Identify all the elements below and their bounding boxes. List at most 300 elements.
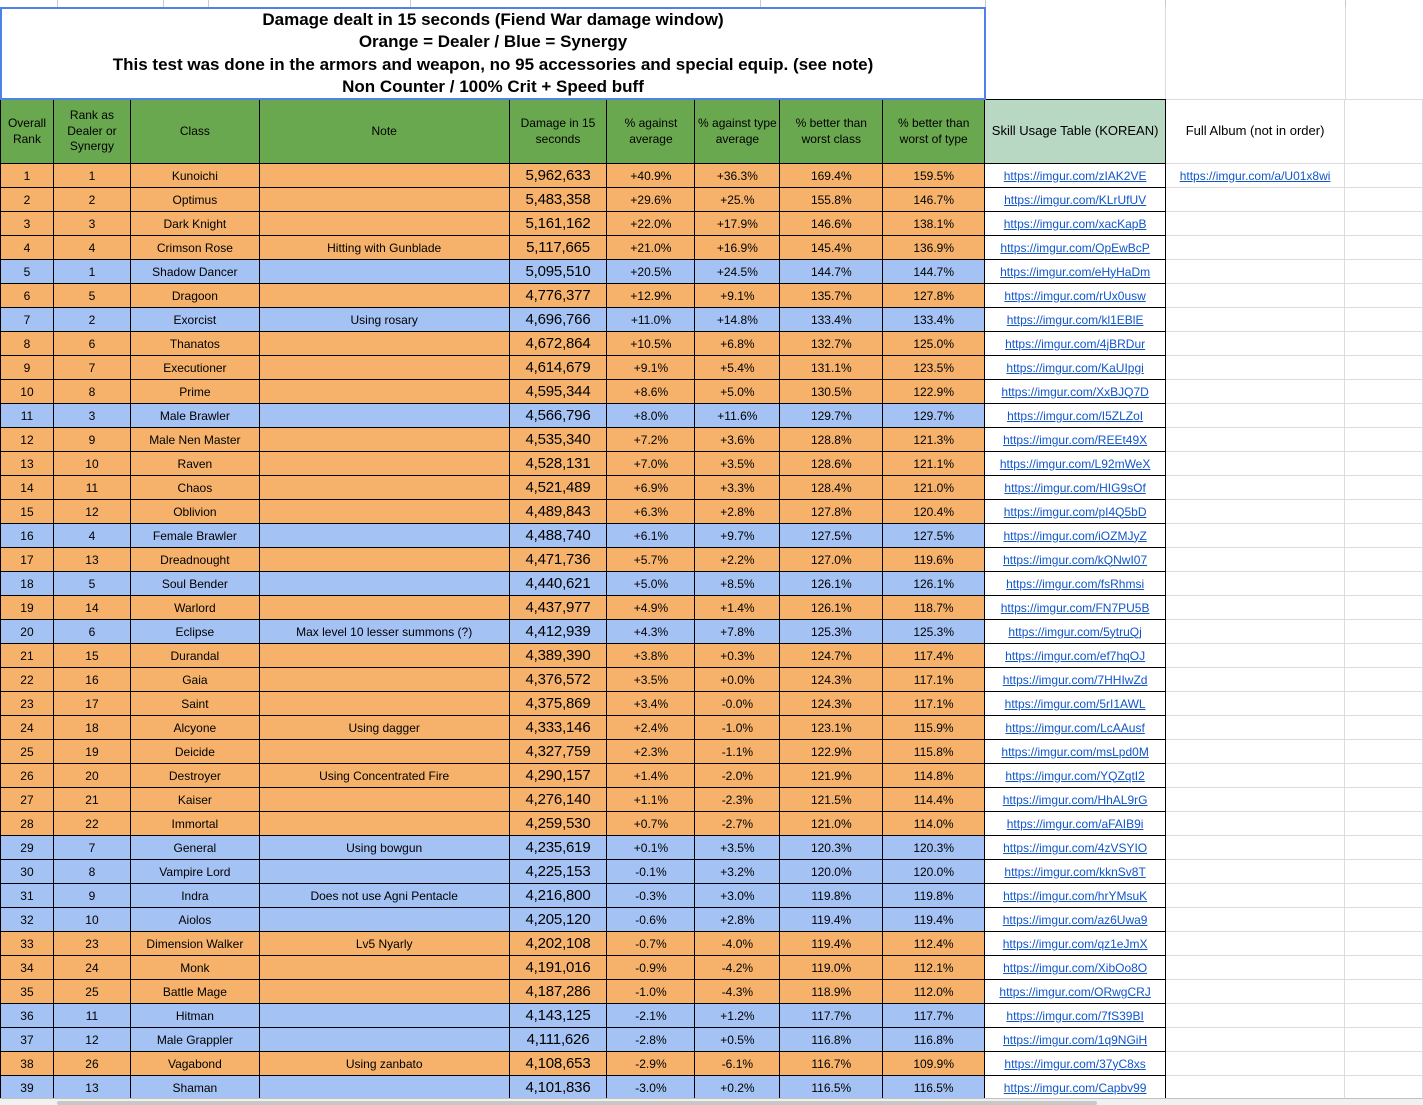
pct-vs-type-average-cell[interactable]: +3.5% — [695, 836, 780, 860]
class-cell[interactable]: Dreadnought — [130, 548, 259, 572]
damage-cell[interactable]: 4,276,140 — [509, 788, 607, 812]
pct-vs-type-average-cell[interactable]: +7.8% — [695, 620, 780, 644]
pct-better-worst-class-cell[interactable]: 124.3% — [780, 692, 883, 716]
note-cell[interactable] — [259, 980, 509, 1004]
note-cell[interactable] — [259, 284, 509, 308]
pct-better-worst-class-cell[interactable]: 121.9% — [780, 764, 883, 788]
class-cell[interactable]: General — [130, 836, 259, 860]
skill-usage-link[interactable]: https://imgur.com/I5ZLZoI — [1007, 408, 1144, 423]
overall-rank-cell[interactable]: 11 — [1, 404, 54, 428]
col-header-pct-better-worst-class[interactable]: % better than worst class — [780, 100, 883, 164]
type-rank-cell[interactable]: 15 — [53, 644, 130, 668]
class-cell[interactable]: Vampire Lord — [130, 860, 259, 884]
class-cell[interactable]: Oblivion — [130, 500, 259, 524]
pct-better-worst-class-cell[interactable]: 124.3% — [780, 668, 883, 692]
album-cell[interactable] — [1166, 884, 1345, 908]
empty-cell[interactable] — [1345, 452, 1423, 476]
pct-vs-type-average-cell[interactable]: +0.3% — [695, 644, 780, 668]
empty-cell[interactable] — [1345, 884, 1423, 908]
damage-cell[interactable]: 4,235,619 — [509, 836, 607, 860]
album-cell[interactable] — [1166, 1076, 1345, 1100]
pct-better-worst-type-cell[interactable]: 115.9% — [883, 716, 985, 740]
pct-better-worst-class-cell[interactable]: 135.7% — [780, 284, 883, 308]
pct-better-worst-type-cell[interactable]: 116.8% — [883, 1028, 985, 1052]
skill-usage-link[interactable]: https://imgur.com/KaUIpgi — [1006, 360, 1144, 375]
empty-cell[interactable] — [1345, 476, 1423, 500]
note-cell[interactable] — [259, 1076, 509, 1100]
pct-better-worst-class-cell[interactable]: 145.4% — [780, 236, 883, 260]
album-cell[interactable] — [1166, 932, 1345, 956]
pct-better-worst-type-cell[interactable]: 122.9% — [883, 380, 985, 404]
damage-cell[interactable]: 4,143,125 — [509, 1004, 607, 1028]
col-header-damage[interactable]: Damage in 15 seconds — [509, 100, 607, 164]
empty-cell[interactable] — [1345, 1028, 1423, 1052]
album-cell[interactable] — [1166, 500, 1345, 524]
pct-better-worst-class-cell[interactable]: 131.1% — [780, 356, 883, 380]
damage-cell[interactable]: 4,489,843 — [509, 500, 607, 524]
overall-rank-cell[interactable]: 9 — [1, 356, 54, 380]
type-rank-cell[interactable]: 3 — [53, 212, 130, 236]
damage-cell[interactable]: 4,290,157 — [509, 764, 607, 788]
pct-vs-average-cell[interactable]: +6.3% — [607, 500, 695, 524]
class-cell[interactable]: Kaiser — [130, 788, 259, 812]
pct-better-worst-type-cell[interactable]: 117.4% — [883, 644, 985, 668]
pct-better-worst-class-cell[interactable]: 124.7% — [780, 644, 883, 668]
pct-better-worst-class-cell[interactable]: 127.5% — [780, 524, 883, 548]
note-cell[interactable] — [259, 332, 509, 356]
pct-vs-type-average-cell[interactable]: +14.8% — [695, 308, 780, 332]
skill-usage-link[interactable]: https://imgur.com/qz1eJmX — [1002, 936, 1148, 951]
pct-vs-average-cell[interactable]: +3.4% — [607, 692, 695, 716]
note-cell[interactable]: Using zanbato — [259, 1052, 509, 1076]
pct-better-worst-class-cell[interactable]: 119.0% — [780, 956, 883, 980]
col-header-class[interactable]: Class — [130, 100, 259, 164]
album-cell[interactable] — [1166, 476, 1345, 500]
empty-cell[interactable] — [1345, 644, 1423, 668]
note-cell[interactable] — [259, 356, 509, 380]
class-cell[interactable]: Male Nen Master — [130, 428, 259, 452]
damage-cell[interactable]: 4,225,153 — [509, 860, 607, 884]
damage-cell[interactable]: 4,488,740 — [509, 524, 607, 548]
pct-vs-type-average-cell[interactable]: +3.0% — [695, 884, 780, 908]
album-cell[interactable] — [1166, 356, 1345, 380]
pct-vs-type-average-cell[interactable]: -4.0% — [695, 932, 780, 956]
skill-usage-link[interactable]: https://imgur.com/KLrUfUV — [1004, 192, 1147, 207]
note-cell[interactable] — [259, 476, 509, 500]
pct-vs-type-average-cell[interactable]: +2.2% — [695, 548, 780, 572]
album-cell[interactable] — [1166, 284, 1345, 308]
pct-vs-average-cell[interactable]: +8.6% — [607, 380, 695, 404]
pct-better-worst-type-cell[interactable]: 123.5% — [883, 356, 985, 380]
album-cell[interactable] — [1166, 620, 1345, 644]
pct-better-worst-class-cell[interactable]: 120.3% — [780, 836, 883, 860]
note-cell[interactable] — [259, 788, 509, 812]
album-cell[interactable] — [1166, 1004, 1345, 1028]
pct-better-worst-type-cell[interactable]: 159.5% — [883, 164, 985, 188]
damage-cell[interactable]: 4,672,864 — [509, 332, 607, 356]
pct-better-worst-type-cell[interactable]: 119.8% — [883, 884, 985, 908]
class-cell[interactable]: Male Grappler — [130, 1028, 259, 1052]
damage-cell[interactable]: 5,962,633 — [509, 164, 607, 188]
skill-usage-link[interactable]: https://imgur.com/XibOo8O — [1003, 960, 1148, 975]
skill-usage-link[interactable]: https://imgur.com/1q9NGiH — [1003, 1032, 1148, 1047]
empty-cell[interactable] — [1345, 260, 1423, 284]
damage-cell[interactable]: 4,535,340 — [509, 428, 607, 452]
col-header-overall-rank[interactable]: Overall Rank — [1, 100, 54, 164]
empty-cell[interactable] — [1345, 956, 1423, 980]
empty-cell[interactable] — [1345, 380, 1423, 404]
class-cell[interactable]: Exorcist — [130, 308, 259, 332]
type-rank-cell[interactable]: 2 — [53, 308, 130, 332]
note-cell[interactable]: Using rosary — [259, 308, 509, 332]
type-rank-cell[interactable]: 5 — [53, 284, 130, 308]
pct-better-worst-class-cell[interactable]: 125.3% — [780, 620, 883, 644]
class-cell[interactable]: Male Brawler — [130, 404, 259, 428]
pct-better-worst-class-cell[interactable]: 121.5% — [780, 788, 883, 812]
class-cell[interactable]: Indra — [130, 884, 259, 908]
skill-usage-link[interactable]: https://imgur.com/msLpd0M — [1001, 744, 1149, 759]
note-cell[interactable] — [259, 956, 509, 980]
type-rank-cell[interactable]: 20 — [53, 764, 130, 788]
note-cell[interactable] — [259, 212, 509, 236]
skill-usage-link[interactable]: https://imgur.com/zIAK2VE — [1003, 168, 1147, 183]
type-rank-cell[interactable]: 12 — [53, 1028, 130, 1052]
pct-better-worst-type-cell[interactable]: 127.8% — [883, 284, 985, 308]
pct-vs-average-cell[interactable]: +0.1% — [607, 836, 695, 860]
skill-usage-link[interactable]: https://imgur.com/az6Uwa9 — [1002, 912, 1148, 927]
pct-better-worst-class-cell[interactable]: 119.4% — [780, 908, 883, 932]
class-cell[interactable]: Shaman — [130, 1076, 259, 1100]
damage-cell[interactable]: 4,333,146 — [509, 716, 607, 740]
overall-rank-cell[interactable]: 38 — [1, 1052, 54, 1076]
overall-rank-cell[interactable]: 15 — [1, 500, 54, 524]
pct-better-worst-type-cell[interactable]: 129.7% — [883, 404, 985, 428]
type-rank-cell[interactable]: 19 — [53, 740, 130, 764]
skill-usage-link[interactable]: https://imgur.com/37yC8xs — [1004, 1056, 1146, 1071]
type-rank-cell[interactable]: 1 — [53, 260, 130, 284]
empty-cell[interactable] — [1345, 908, 1423, 932]
overall-rank-cell[interactable]: 24 — [1, 716, 54, 740]
note-cell[interactable] — [259, 572, 509, 596]
pct-better-worst-class-cell[interactable]: 128.8% — [780, 428, 883, 452]
pct-vs-average-cell[interactable]: +5.0% — [607, 572, 695, 596]
col-header-pct-vs-type-average[interactable]: % against type average — [695, 100, 780, 164]
skill-usage-link[interactable]: https://imgur.com/5rI1AWL — [1004, 696, 1146, 711]
album-cell[interactable] — [1166, 212, 1345, 236]
pct-better-worst-class-cell[interactable]: 119.4% — [780, 932, 883, 956]
damage-cell[interactable]: 5,095,510 — [509, 260, 607, 284]
class-cell[interactable]: Dark Knight — [130, 212, 259, 236]
pct-vs-average-cell[interactable]: +21.0% — [607, 236, 695, 260]
skill-usage-link[interactable]: https://imgur.com/7HHIwZd — [1002, 672, 1148, 687]
album-cell[interactable] — [1166, 260, 1345, 284]
overall-rank-cell[interactable]: 10 — [1, 380, 54, 404]
note-cell[interactable] — [259, 740, 509, 764]
damage-cell[interactable]: 5,117,665 — [509, 236, 607, 260]
skill-usage-link[interactable]: https://imgur.com/7fS39BI — [1006, 1008, 1144, 1023]
type-rank-cell[interactable]: 13 — [53, 1076, 130, 1100]
type-rank-cell[interactable]: 9 — [53, 884, 130, 908]
full-album-link[interactable]: https://imgur.com/a/U01x8wi — [1179, 168, 1331, 183]
note-cell[interactable] — [259, 452, 509, 476]
pct-better-worst-class-cell[interactable]: 146.6% — [780, 212, 883, 236]
overall-rank-cell[interactable]: 1 — [1, 164, 54, 188]
damage-cell[interactable]: 4,471,736 — [509, 548, 607, 572]
pct-better-worst-type-cell[interactable]: 115.8% — [883, 740, 985, 764]
skill-usage-link[interactable]: https://imgur.com/5ytruQj — [1008, 624, 1142, 639]
class-cell[interactable]: Raven — [130, 452, 259, 476]
empty-cell[interactable] — [1345, 692, 1423, 716]
pct-vs-average-cell[interactable]: +7.2% — [607, 428, 695, 452]
pct-better-worst-type-cell[interactable]: 120.3% — [883, 836, 985, 860]
pct-better-worst-type-cell[interactable]: 127.5% — [883, 524, 985, 548]
damage-cell[interactable]: 4,205,120 — [509, 908, 607, 932]
album-cell[interactable] — [1166, 716, 1345, 740]
overall-rank-cell[interactable]: 37 — [1, 1028, 54, 1052]
pct-vs-type-average-cell[interactable]: +9.7% — [695, 524, 780, 548]
damage-cell[interactable]: 5,161,162 — [509, 212, 607, 236]
pct-better-worst-class-cell[interactable]: 155.8% — [780, 188, 883, 212]
pct-better-worst-class-cell[interactable]: 121.0% — [780, 812, 883, 836]
empty-cell[interactable] — [1345, 284, 1423, 308]
pct-vs-type-average-cell[interactable]: +24.5% — [695, 260, 780, 284]
col-header-type-rank[interactable]: Rank as Dealer or Synergy — [53, 100, 130, 164]
pct-better-worst-type-cell[interactable]: 138.1% — [883, 212, 985, 236]
type-rank-cell[interactable]: 11 — [53, 476, 130, 500]
class-cell[interactable]: Eclipse — [130, 620, 259, 644]
skill-usage-link[interactable]: https://imgur.com/REEt49X — [1003, 432, 1148, 447]
class-cell[interactable]: Warlord — [130, 596, 259, 620]
pct-better-worst-type-cell[interactable]: 119.4% — [883, 908, 985, 932]
overall-rank-cell[interactable]: 31 — [1, 884, 54, 908]
class-cell[interactable]: Chaos — [130, 476, 259, 500]
note-cell[interactable] — [259, 1028, 509, 1052]
damage-cell[interactable]: 4,375,869 — [509, 692, 607, 716]
type-rank-cell[interactable]: 9 — [53, 428, 130, 452]
type-rank-cell[interactable]: 4 — [53, 524, 130, 548]
pct-better-worst-class-cell[interactable]: 122.9% — [780, 740, 883, 764]
pct-vs-average-cell[interactable]: +2.3% — [607, 740, 695, 764]
pct-better-worst-type-cell[interactable]: 120.0% — [883, 860, 985, 884]
overall-rank-cell[interactable]: 18 — [1, 572, 54, 596]
note-cell[interactable]: Using bowgun — [259, 836, 509, 860]
note-cell[interactable] — [259, 812, 509, 836]
damage-cell[interactable]: 4,696,766 — [509, 308, 607, 332]
empty-cell[interactable] — [1345, 836, 1423, 860]
pct-better-worst-type-cell[interactable]: 119.6% — [883, 548, 985, 572]
skill-usage-link[interactable]: https://imgur.com/YQZqtI2 — [1005, 768, 1145, 783]
pct-vs-average-cell[interactable]: +12.9% — [607, 284, 695, 308]
pct-better-worst-class-cell[interactable]: 127.8% — [780, 500, 883, 524]
damage-cell[interactable]: 4,528,131 — [509, 452, 607, 476]
pct-better-worst-class-cell[interactable]: 120.0% — [780, 860, 883, 884]
pct-better-worst-class-cell[interactable]: 119.8% — [780, 884, 883, 908]
album-cell[interactable] — [1166, 860, 1345, 884]
title-cell[interactable] — [0, 7, 986, 100]
empty-cell[interactable] — [1345, 668, 1423, 692]
empty-cell[interactable] — [1345, 716, 1423, 740]
pct-vs-average-cell[interactable]: -0.3% — [607, 884, 695, 908]
type-rank-cell[interactable]: 10 — [53, 908, 130, 932]
pct-better-worst-type-cell[interactable]: 125.3% — [883, 620, 985, 644]
overall-rank-cell[interactable]: 22 — [1, 668, 54, 692]
damage-cell[interactable]: 4,595,344 — [509, 380, 607, 404]
pct-vs-average-cell[interactable]: +10.5% — [607, 332, 695, 356]
pct-vs-average-cell[interactable]: +8.0% — [607, 404, 695, 428]
album-cell[interactable] — [1166, 908, 1345, 932]
type-rank-cell[interactable]: 4 — [53, 236, 130, 260]
skill-usage-link[interactable]: https://imgur.com/kknSv8T — [1004, 864, 1146, 879]
pct-better-worst-type-cell[interactable]: 116.5% — [883, 1076, 985, 1100]
album-cell[interactable] — [1166, 404, 1345, 428]
pct-better-worst-class-cell[interactable]: 116.8% — [780, 1028, 883, 1052]
pct-vs-type-average-cell[interactable]: +9.1% — [695, 284, 780, 308]
pct-vs-type-average-cell[interactable]: +6.8% — [695, 332, 780, 356]
note-cell[interactable] — [259, 404, 509, 428]
pct-vs-average-cell[interactable]: +5.7% — [607, 548, 695, 572]
overall-rank-cell[interactable]: 3 — [1, 212, 54, 236]
pct-vs-type-average-cell[interactable]: +17.9% — [695, 212, 780, 236]
pct-better-worst-class-cell[interactable]: 118.9% — [780, 980, 883, 1004]
empty-cell[interactable] — [1345, 236, 1423, 260]
empty-cell[interactable] — [1345, 740, 1423, 764]
pct-vs-type-average-cell[interactable]: -6.1% — [695, 1052, 780, 1076]
pct-better-worst-type-cell[interactable]: 118.7% — [883, 596, 985, 620]
pct-vs-type-average-cell[interactable]: +11.6% — [695, 404, 780, 428]
overall-rank-cell[interactable]: 5 — [1, 260, 54, 284]
album-cell[interactable] — [1166, 764, 1345, 788]
class-cell[interactable]: Immortal — [130, 812, 259, 836]
class-cell[interactable]: Dragoon — [130, 284, 259, 308]
class-cell[interactable]: Executioner — [130, 356, 259, 380]
empty-cell[interactable] — [1345, 788, 1423, 812]
skill-usage-link[interactable]: https://imgur.com/FN7PU5B — [1000, 600, 1150, 615]
type-rank-cell[interactable]: 8 — [53, 860, 130, 884]
col-header-full-album[interactable]: Full Album (not in order) — [1166, 100, 1345, 164]
overall-rank-cell[interactable]: 14 — [1, 476, 54, 500]
class-cell[interactable]: Dimension Walker — [130, 932, 259, 956]
skill-usage-link[interactable]: https://imgur.com/xacKapB — [1003, 216, 1147, 231]
pct-vs-type-average-cell[interactable]: +1.2% — [695, 1004, 780, 1028]
empty-cell[interactable] — [1345, 572, 1423, 596]
class-cell[interactable]: Prime — [130, 380, 259, 404]
damage-cell[interactable]: 4,376,572 — [509, 668, 607, 692]
skill-usage-link[interactable]: https://imgur.com/XxBJQ7D — [1001, 384, 1149, 399]
overall-rank-cell[interactable]: 12 — [1, 428, 54, 452]
note-cell[interactable] — [259, 644, 509, 668]
pct-better-worst-class-cell[interactable]: 123.1% — [780, 716, 883, 740]
pct-vs-average-cell[interactable]: +2.4% — [607, 716, 695, 740]
empty-cell[interactable] — [1345, 500, 1423, 524]
album-cell[interactable] — [1166, 668, 1345, 692]
damage-cell[interactable]: 4,566,796 — [509, 404, 607, 428]
overall-rank-cell[interactable]: 23 — [1, 692, 54, 716]
pct-vs-average-cell[interactable]: +3.5% — [607, 668, 695, 692]
empty-cell[interactable] — [1345, 764, 1423, 788]
class-cell[interactable]: Saint — [130, 692, 259, 716]
class-cell[interactable]: Gaia — [130, 668, 259, 692]
col-header-pct-better-worst-type[interactable]: % better than worst of type — [883, 100, 985, 164]
album-cell[interactable] — [1166, 332, 1345, 356]
pct-vs-average-cell[interactable]: -0.1% — [607, 860, 695, 884]
overall-rank-cell[interactable]: 27 — [1, 788, 54, 812]
note-cell[interactable] — [259, 596, 509, 620]
note-cell[interactable] — [259, 524, 509, 548]
pct-better-worst-type-cell[interactable]: 109.9% — [883, 1052, 985, 1076]
damage-cell[interactable]: 4,259,530 — [509, 812, 607, 836]
overall-rank-cell[interactable]: 25 — [1, 740, 54, 764]
class-cell[interactable]: Female Brawler — [130, 524, 259, 548]
pct-vs-average-cell[interactable]: +6.9% — [607, 476, 695, 500]
damage-cell[interactable]: 4,412,939 — [509, 620, 607, 644]
pct-vs-type-average-cell[interactable]: +1.4% — [695, 596, 780, 620]
class-cell[interactable]: Kunoichi — [130, 164, 259, 188]
skill-usage-link[interactable]: https://imgur.com/kQNwI07 — [1003, 552, 1148, 567]
pct-better-worst-type-cell[interactable]: 121.0% — [883, 476, 985, 500]
album-cell[interactable] — [1166, 452, 1345, 476]
damage-cell[interactable]: 5,483,358 — [509, 188, 607, 212]
overall-rank-cell[interactable]: 29 — [1, 836, 54, 860]
pct-better-worst-type-cell[interactable]: 117.1% — [883, 668, 985, 692]
album-cell[interactable] — [1166, 236, 1345, 260]
damage-cell[interactable]: 4,108,653 — [509, 1052, 607, 1076]
type-rank-cell[interactable]: 17 — [53, 692, 130, 716]
skill-usage-link[interactable]: https://imgur.com/4zVSYIO — [1003, 840, 1148, 855]
pct-vs-average-cell[interactable]: +40.9% — [607, 164, 695, 188]
empty-header-cell[interactable] — [1345, 100, 1423, 164]
pct-better-worst-class-cell[interactable]: 128.4% — [780, 476, 883, 500]
empty-cell[interactable] — [1345, 404, 1423, 428]
pct-vs-type-average-cell[interactable]: +16.9% — [695, 236, 780, 260]
note-cell[interactable] — [259, 692, 509, 716]
pct-vs-type-average-cell[interactable]: +3.3% — [695, 476, 780, 500]
overall-rank-cell[interactable]: 32 — [1, 908, 54, 932]
skill-usage-link[interactable]: https://imgur.com/HIG9sOf — [1004, 480, 1146, 495]
overall-rank-cell[interactable]: 7 — [1, 308, 54, 332]
pct-vs-type-average-cell[interactable]: +25.% — [695, 188, 780, 212]
album-cell[interactable] — [1166, 980, 1345, 1004]
empty-cell[interactable] — [1345, 980, 1423, 1004]
type-rank-cell[interactable]: 6 — [53, 332, 130, 356]
overall-rank-cell[interactable]: 39 — [1, 1076, 54, 1100]
pct-vs-average-cell[interactable]: -2.8% — [607, 1028, 695, 1052]
class-cell[interactable]: Monk — [130, 956, 259, 980]
type-rank-cell[interactable]: 22 — [53, 812, 130, 836]
empty-cell[interactable] — [1345, 332, 1423, 356]
pct-vs-type-average-cell[interactable]: +3.5% — [695, 452, 780, 476]
empty-cell[interactable] — [1345, 1052, 1423, 1076]
pct-better-worst-class-cell[interactable]: 129.7% — [780, 404, 883, 428]
album-cell[interactable] — [1166, 692, 1345, 716]
skill-usage-link[interactable]: https://imgur.com/LcAAusf — [1005, 720, 1145, 735]
overall-rank-cell[interactable]: 6 — [1, 284, 54, 308]
class-cell[interactable]: Soul Bender — [130, 572, 259, 596]
pct-vs-average-cell[interactable]: +29.6% — [607, 188, 695, 212]
pct-better-worst-type-cell[interactable]: 125.0% — [883, 332, 985, 356]
pct-vs-type-average-cell[interactable]: +8.5% — [695, 572, 780, 596]
damage-cell[interactable]: 4,101,836 — [509, 1076, 607, 1100]
pct-better-worst-class-cell[interactable]: 126.1% — [780, 572, 883, 596]
note-cell[interactable] — [259, 380, 509, 404]
pct-better-worst-type-cell[interactable]: 117.1% — [883, 692, 985, 716]
pct-vs-type-average-cell[interactable]: -2.0% — [695, 764, 780, 788]
pct-vs-type-average-cell[interactable]: -2.7% — [695, 812, 780, 836]
note-cell[interactable] — [259, 500, 509, 524]
class-cell[interactable]: Durandal — [130, 644, 259, 668]
pct-vs-average-cell[interactable]: +3.8% — [607, 644, 695, 668]
album-cell[interactable] — [1166, 1052, 1345, 1076]
pct-vs-average-cell[interactable]: -0.6% — [607, 908, 695, 932]
